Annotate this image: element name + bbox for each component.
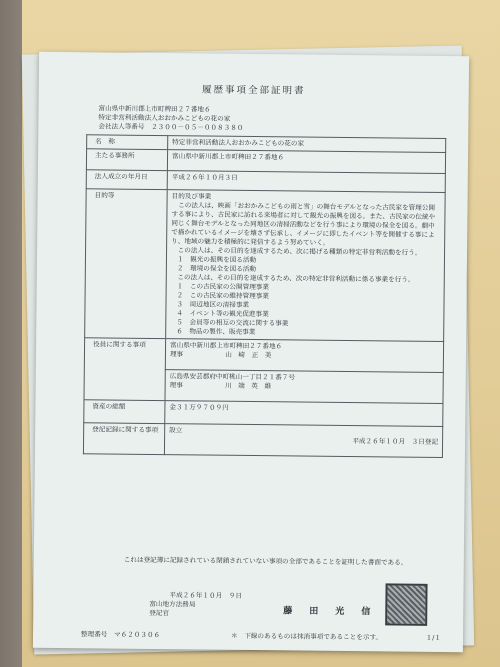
officer-2-line bbox=[170, 381, 439, 393]
officer-1-role: 理事 bbox=[169, 350, 184, 359]
business-item: １ この古民家の公開管理事業 bbox=[176, 282, 270, 292]
officer-2-name: 川 端 英 維 bbox=[224, 381, 272, 391]
label-assets: 資産の総額 bbox=[84, 400, 165, 424]
document-title: 履歴事項全部証明書 bbox=[201, 84, 306, 97]
business-item: ４ イベント等の観光促進事業 bbox=[176, 309, 269, 319]
officer-1-line bbox=[170, 350, 439, 362]
label-purpose: 目的等 bbox=[85, 189, 168, 339]
activity-item: ２ 環境の保全を図る活動 bbox=[176, 264, 257, 274]
label-established: 法人成立の年月日 bbox=[86, 170, 167, 190]
registrar-name: 藤 田 光 信 bbox=[283, 606, 375, 618]
registry-table bbox=[83, 134, 446, 458]
value-assets: 金３１万９７０９円 bbox=[165, 401, 443, 427]
official-seal bbox=[385, 583, 427, 625]
purpose-paragraph-3: この法人は、その目的を達成するため、次の特定非営利活動に係る事業を行う。 bbox=[177, 273, 415, 284]
footer-note: ＊ 下線のあるものは抹消事項であることを示す。 bbox=[230, 631, 383, 642]
reference-number: 整理番号 マ６２０３０６ bbox=[80, 630, 161, 640]
business-item: ３ 周辺地区の清掃事業 bbox=[176, 300, 250, 309]
business-item: ２ この古民家の維持管理事業 bbox=[176, 291, 269, 301]
bureau-name: 富山地方法務局 bbox=[149, 599, 196, 609]
page-number: １/１ bbox=[425, 633, 442, 643]
value-registration bbox=[164, 424, 442, 458]
header-block bbox=[98, 104, 243, 132]
row-registration bbox=[83, 423, 442, 458]
footer bbox=[80, 628, 442, 643]
value-purpose bbox=[166, 190, 446, 342]
value-name: 特定非営利活動法人おおかみこどもの花の家 bbox=[168, 136, 446, 153]
purpose-paragraph-2: この法人は、その目的を達成するため、次に掲げる種類の特定非営利活動を行う。 bbox=[177, 246, 422, 257]
activity-item: １ 観光の振興を図る活動 bbox=[176, 255, 257, 265]
issuing-office bbox=[149, 600, 195, 618]
officer-1-name: 山 崎 正 美 bbox=[225, 350, 272, 360]
label-name: 名 称 bbox=[87, 135, 168, 150]
registration-date: 平成２６年１０月 ３日登記 bbox=[352, 437, 439, 446]
row-officers bbox=[84, 338, 443, 373]
certification-text: これは登記簿に記録されている閉鎖されていない事項の全部であることを証明した書面である。 bbox=[123, 555, 408, 567]
label-registration: 登記記録に関する事項 bbox=[83, 423, 164, 455]
header-address: 富山県中新川郡上市町稗田２７番地６ bbox=[98, 104, 211, 114]
header-corp-number: 会社法人等番号 ２３００－０５－００８３８０ bbox=[98, 121, 244, 132]
certification-statement bbox=[124, 556, 414, 569]
row-purpose bbox=[85, 189, 446, 342]
purpose-paragraph-1: この法人は、映画「おおかみこどもの雨と雪」の舞台モデルとなった古民家を管理公開する事により、古民家に訪れる来場者に対して観光の振興を図る。また、古民家の伝統や同じく舞台モデルとなった同地区の清掃活動などを行う事により環境の保全を図る。劇中で描かれているイメージを壊さず伝承し、イメージに即したイベント等を開催する事により、地域の魅力を積極的に発信するよう努めていく。 bbox=[171, 201, 436, 247]
officer-1-address: 富山県中新川郡上市町稗田２７番地６ bbox=[170, 341, 283, 351]
officer-2-role: 理事 bbox=[169, 381, 183, 390]
officer-2-address: 広島県安芸郡府中町桃山一丁目２１番７号 bbox=[169, 372, 296, 382]
issue-date: 平成２６年１０月 ９日 bbox=[169, 591, 243, 600]
label-officers: 役員に関する事項 bbox=[84, 338, 166, 401]
officer-entry-1 bbox=[165, 339, 443, 373]
certificate-sheet bbox=[33, 52, 469, 652]
value-established: 平成２６年１０月３日 bbox=[167, 171, 445, 193]
business-item: ５ 会員等の相互の交流に関する事業 bbox=[176, 318, 289, 328]
officer-entry-2 bbox=[165, 370, 443, 404]
officer-title: 登記官 bbox=[149, 608, 170, 618]
label-office: 主たる事務所 bbox=[86, 149, 167, 171]
value-office: 富山県中新川郡上市町稗田２７番地６ bbox=[167, 150, 445, 174]
registration-value: 設立 bbox=[169, 426, 183, 435]
business-item: ６ 物品の製作、販売事業 bbox=[176, 327, 256, 337]
header-corp-name: 特定非営利活動法人おおかみこどもの花の家 bbox=[98, 113, 231, 123]
purpose-heading: 目的及び事業 bbox=[171, 192, 212, 201]
